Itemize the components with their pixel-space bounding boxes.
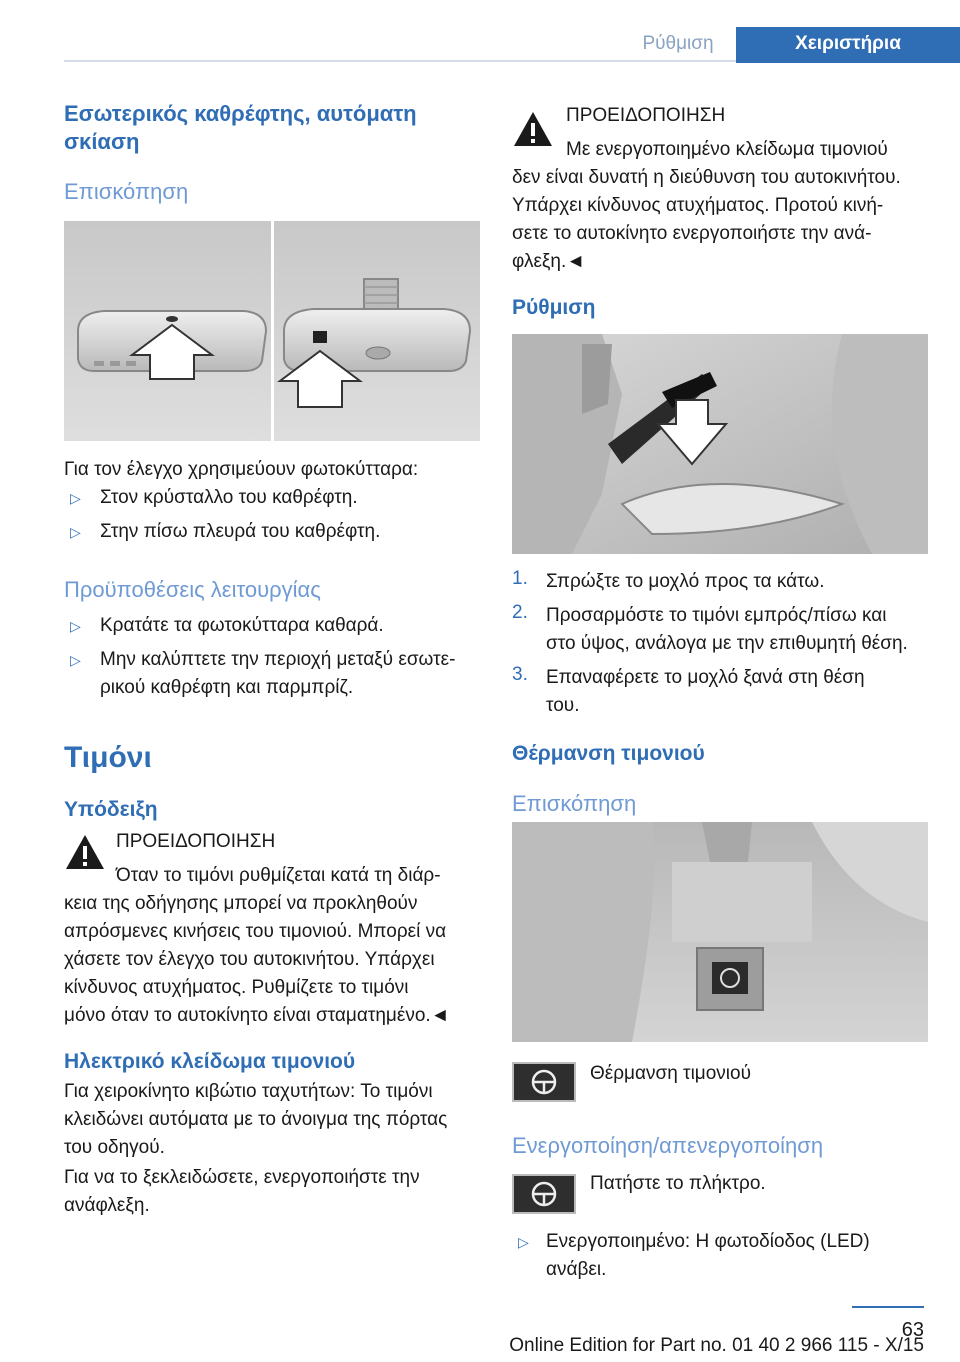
steering-lock-text: Για χειροκίνητο κιβώτιο ταχυτήτων: Το τιμόνι — [64, 1081, 433, 1102]
warning-text: χάσετε τον έλεγχο του αυτοκινήτου. Υπάρχει — [64, 949, 435, 970]
step-text: στο ύψος, ανάλογα με την επιθυμητή θέση. — [546, 633, 908, 654]
heating-button-image — [512, 822, 928, 1042]
unlock-text: ανάφλεξη. — [64, 1195, 150, 1216]
steering-heating-heading: Θέρμανση τιμονιού — [512, 742, 705, 765]
mirror-title-line2: σκίαση — [64, 129, 140, 154]
warning-label: ΠΡΟΕΙΔΟΠΟΙΗΣΗ — [116, 831, 276, 852]
mirror-sensors-image — [64, 221, 480, 441]
warning-text: απρόσμενες κινήσεις του τιμονιού. Μπορεί να — [64, 921, 447, 942]
sensor-item: Στην πίσω πλευρά του καθρέφτη. — [100, 521, 381, 542]
adjust-heading: Ρύθμιση — [512, 296, 596, 319]
steering-lock-text: του οδηγού. — [64, 1137, 165, 1158]
prerequisite-item: Κρατάτε τα φωτοκύτταρα καθαρά. — [100, 615, 384, 636]
heating-icon-label: Θέρμανση τιμονιού — [590, 1063, 751, 1084]
led-text: Ενεργοποιημένο: Η φωτοδίοδος (LED) — [546, 1231, 870, 1252]
tab-settings[interactable]: Ρύθμιση — [642, 33, 714, 54]
steering-heading: Τιμόνι — [64, 741, 152, 774]
edition-footer: Online Edition for Part no. 01 40 2 966 115 - X/15 — [509, 1335, 924, 1356]
sensor-item: Στον κρύσταλλο του καθρέφτη. — [100, 487, 358, 508]
mirror-overview-heading: Επισκόπηση — [64, 179, 189, 204]
steering-heating-icon — [512, 1062, 576, 1102]
led-text: ανάβει. — [546, 1259, 607, 1280]
warning-text: σετε το αυτοκίνητο ενεργοποιήστε την ανά- — [512, 223, 872, 244]
prerequisites-heading: Προϋποθέσεις λειτουργίας — [64, 577, 321, 602]
steering-lever-image — [512, 334, 928, 554]
steering-lock-text: κλειδώνει αυτόματα με το άνοιγμα της πόρτας — [64, 1109, 448, 1130]
bullet-icon: ▷ — [70, 524, 81, 540]
step-number: 1. — [512, 568, 528, 589]
warning-label: ΠΡΟΕΙΔΟΠΟΙΗΣΗ — [566, 105, 726, 126]
bullet-icon: ▷ — [70, 652, 81, 668]
step-number: 2. — [512, 602, 528, 623]
step-text: Προσαρμόστε το τιμόνι εμπρός/πίσω και — [546, 605, 887, 626]
step-text: του. — [546, 695, 580, 716]
warning-text: κίνδυνος ατυχήματος. Ρυθμίζετε το τιμόνι — [64, 977, 409, 998]
warning-text: φλεξη.◄ — [512, 251, 586, 272]
warning-text: Υπάρχει κίνδυνος ατυχήματος. Προτού κινή- — [512, 195, 884, 216]
tab-controls[interactable]: Χειριστήρια — [736, 27, 960, 63]
prerequisite-item-cont: ρικού καθρέφτη και παρμπρίζ. — [100, 677, 354, 698]
footer-rule — [852, 1306, 924, 1308]
sensor-intro-text: Για τον έλεγχο χρησιμεύουν φωτοκύτταρα: — [64, 459, 419, 480]
page-number: 63 — [901, 1319, 924, 1341]
note-heading: Υπόδειξη — [64, 798, 158, 821]
warning-text: Όταν το τιμόνι ρυθμίζεται κατά τη διάρ- — [116, 865, 441, 886]
warning-text: κεια της οδήγησης μπορεί να προκληθούν — [64, 893, 418, 914]
bullet-icon: ▷ — [518, 1234, 529, 1250]
steering-heating-icon — [512, 1174, 576, 1214]
step-text: Σπρώξτε το μοχλό προς τα κάτω. — [546, 571, 825, 592]
toggle-heading: Ενεργοποίηση/απενεργοποίηση — [512, 1133, 824, 1158]
step-number: 3. — [512, 664, 528, 685]
heating-overview-heading: Επισκόπηση — [512, 791, 637, 816]
step-text: Επαναφέρετε το μοχλό ξανά στη θέση — [546, 667, 865, 688]
bullet-icon: ▷ — [70, 618, 81, 634]
press-key-text: Πατήστε το πλήκτρο. — [590, 1173, 766, 1194]
unlock-text: Για να το ξεκλειδώσετε, ενεργοποιήστε την — [64, 1167, 420, 1188]
warning-icon — [64, 833, 106, 876]
mirror-title-line1: Εσωτερικός καθρέφτης, αυτόματη — [64, 101, 417, 126]
warning-text: μόνο όταν το αυτοκίνητο είναι σταματημένο.◄ — [64, 1005, 450, 1026]
bullet-icon: ▷ — [70, 490, 81, 506]
steering-lock-heading: Ηλεκτρικό κλείδωμα τιμονιού — [64, 1050, 356, 1073]
warning-text: Με ενεργοποιημένο κλείδωμα τιμονιού — [566, 139, 888, 160]
warning-text: δεν είναι δυνατή η διεύθυνση του αυτοκινήτου. — [512, 167, 901, 188]
warning-icon — [512, 110, 554, 153]
prerequisite-item: Μην καλύπτετε την περιοχή μεταξύ εσωτε- — [100, 649, 456, 670]
